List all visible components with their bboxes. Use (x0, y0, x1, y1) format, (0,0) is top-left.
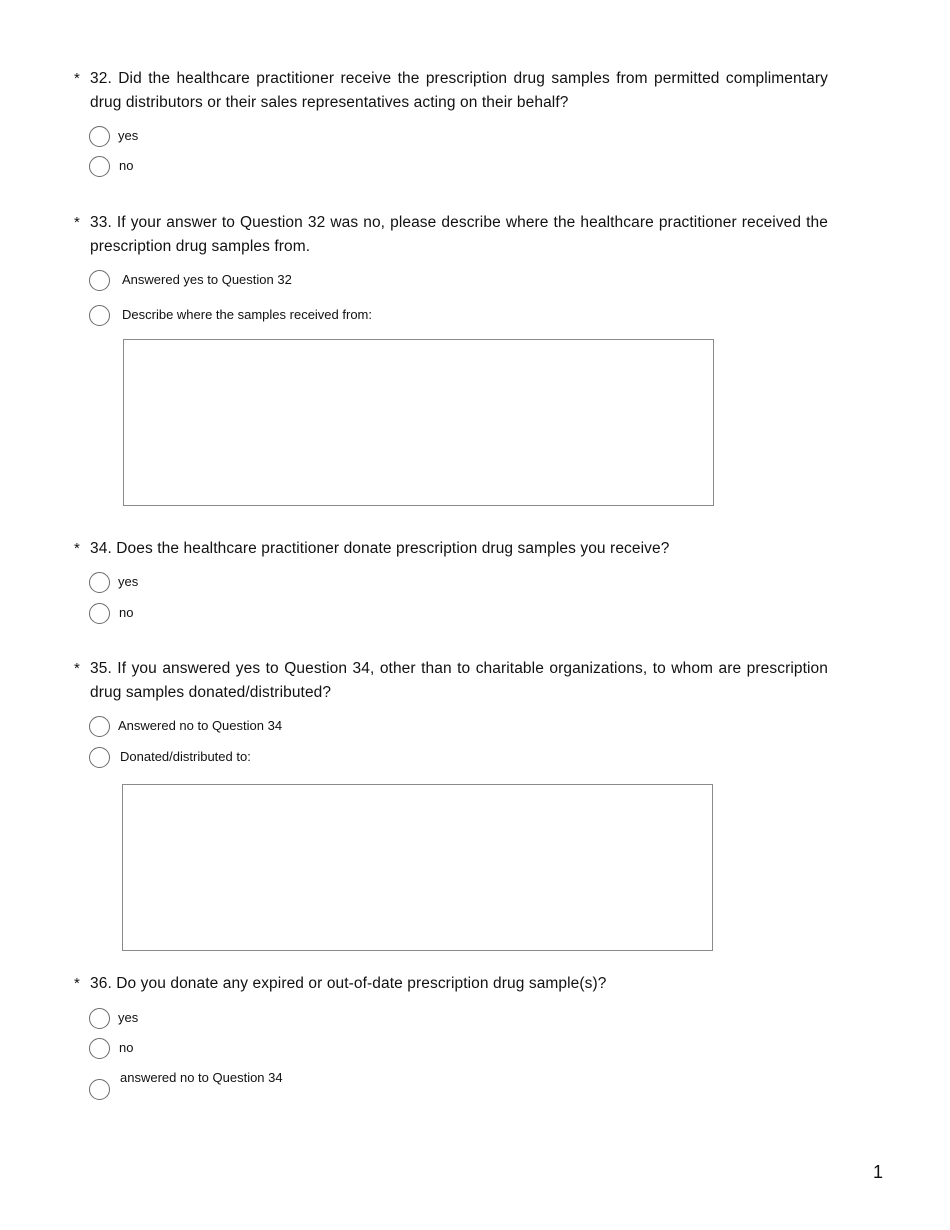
question-text: 35. If you answered yes to Question 34, other than to charitable organizations, to whom are prescription drug samples donated/distributed? (90, 660, 828, 701)
option-label: answered no to Question 34 (120, 1070, 283, 1085)
radio-button[interactable] (89, 572, 110, 593)
required-marker: * (74, 975, 80, 992)
option-label: Answered yes to Question 32 (122, 272, 292, 287)
radio-button[interactable] (89, 1079, 110, 1100)
option-label: no (119, 605, 134, 620)
question-text: 32. Did the healthcare practitioner receive the prescription drug samples from permitted complimentary drug distributors or their sales representatives acting on their behalf? (90, 70, 828, 111)
radio-button[interactable] (89, 305, 110, 326)
question-text: 36. Do you donate any expired or out-of-date prescription drug sample(s)? (90, 975, 607, 992)
option-label: yes (118, 128, 139, 143)
option-label: Answered no to Question 34 (118, 718, 283, 733)
option-label: no (119, 158, 134, 173)
page-number: 1 (872, 1162, 883, 1182)
radio-button[interactable] (89, 747, 110, 768)
option-label: Describe where the samples received from: (122, 307, 372, 322)
radio-button[interactable] (89, 603, 110, 624)
required-marker: * (74, 660, 80, 677)
option-label: yes (118, 1010, 139, 1025)
radio-button[interactable] (89, 1038, 110, 1059)
required-marker: * (74, 214, 80, 231)
required-marker: * (74, 540, 80, 557)
question-text: 33. If your answer to Question 32 was no, please describe where the healthcare practitioner received the prescription drug samples from. (90, 214, 828, 255)
samples-source-textarea[interactable] (123, 339, 714, 506)
radio-button[interactable] (89, 270, 110, 291)
radio-button[interactable] (89, 716, 110, 737)
radio-button[interactable] (89, 156, 110, 177)
option-label: Donated/distributed to: (120, 749, 251, 764)
option-label: yes (118, 574, 139, 589)
required-marker: * (74, 70, 80, 87)
radio-button[interactable] (89, 1008, 110, 1029)
donated-to-textarea[interactable] (122, 784, 713, 951)
question-text: 34. Does the healthcare practitioner donate prescription drug samples you receive? (90, 540, 670, 557)
option-label: no (119, 1040, 134, 1055)
radio-button[interactable] (89, 126, 110, 147)
